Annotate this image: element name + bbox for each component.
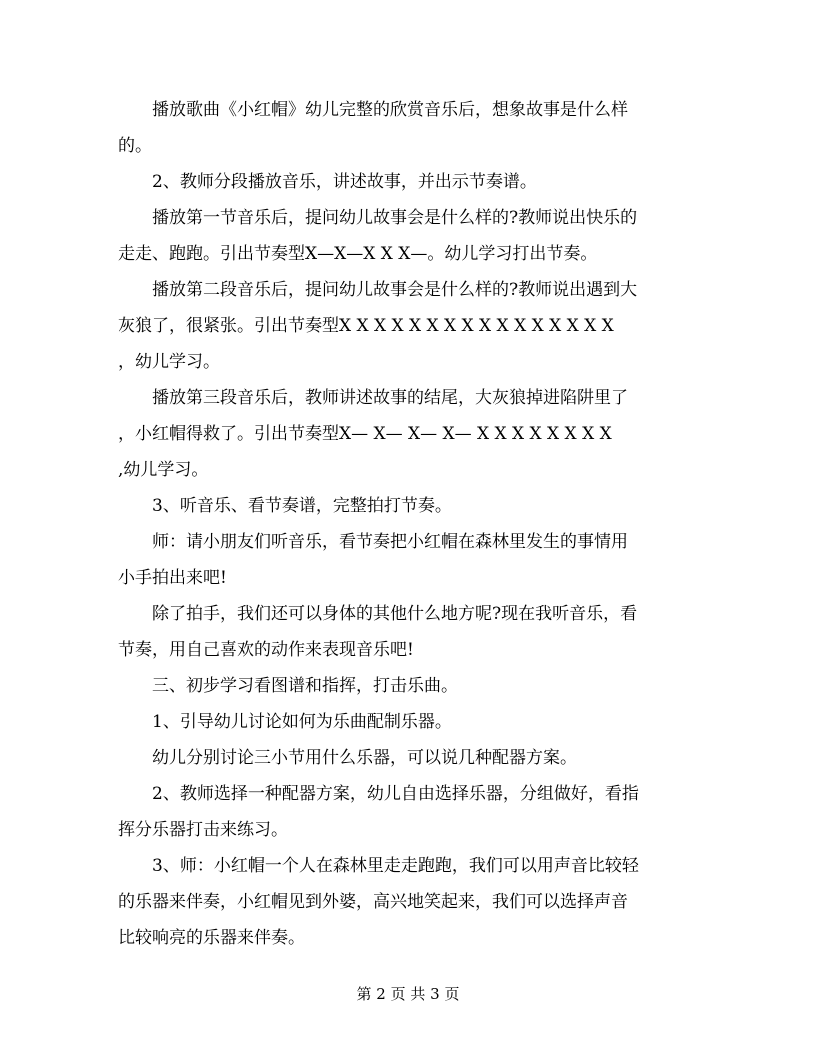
paragraph (118, 668, 698, 704)
paragraph-line: 2、教师选择一种配器方案，幼儿自由选择乐器，分组做好，看指 (118, 784, 639, 804)
paragraph-line: 灰狼了，很紧张。引出节奏型X X X X X X X X X X X X X X X X (118, 316, 614, 336)
paragraph (118, 488, 698, 524)
paragraph-line: 的乐器来伴奏，小红帽见到外婆，高兴地笑起来，我们可以选择声音 (118, 892, 628, 912)
paragraph (118, 740, 698, 776)
paragraph-line: 三、初步学习看图谱和指挥，打击乐曲。 (118, 676, 458, 696)
paragraph (118, 380, 698, 488)
paragraph-line: 3、师：小红帽一个人在森林里走走跑跑，我们可以用声音比较轻 (118, 856, 639, 876)
paragraph (118, 848, 698, 956)
paragraph-line: 小手拍出来吧! (118, 568, 227, 588)
paragraph-line: ,幼儿学习。 (118, 460, 209, 480)
paragraph-line: 1、引导幼儿讨论如何为乐曲配制乐器。 (118, 712, 452, 732)
paragraph (118, 164, 698, 200)
paragraph-line: 除了拍手，我们还可以身体的其他什么地方呢?现在我听音乐，看 (118, 604, 638, 624)
paragraph (118, 200, 698, 272)
paragraph-line: 3、听音乐、看节奏谱，完整拍打节奏。 (118, 496, 452, 516)
paragraph-line: 播放歌曲《小红帽》幼儿完整的欣赏音乐后，想象故事是什么样 (118, 100, 628, 120)
paragraph-line: 走走、跑跑。引出节奏型X—X—X X X—。幼儿学习打出节奏。 (118, 244, 598, 264)
paragraph (118, 776, 698, 848)
paragraph-line: 播放第三段音乐后，教师讲述故事的结尾，大灰狼掉进陷阱里了 (118, 388, 628, 408)
paragraph (118, 704, 698, 740)
paragraph-line: 挥分乐器打击来练习。 (118, 820, 288, 840)
paragraph (118, 92, 698, 164)
paragraph (118, 596, 698, 668)
paragraph (118, 272, 698, 380)
paragraph-line: 播放第一节音乐后，提问幼儿故事会是什么样的?教师说出快乐的 (118, 208, 638, 228)
page-number-footer: 第 2 页 共 3 页 (356, 985, 460, 1003)
paragraph-line: 的。 (118, 136, 152, 156)
paragraph-line: 比较响亮的乐器来伴奏。 (118, 928, 305, 948)
paragraph-line: 节奏，用自己喜欢的动作来表现音乐吧! (118, 640, 414, 660)
paragraph-line: 师：请小朋友们听音乐，看节奏把小红帽在森林里发生的事情用 (118, 532, 628, 552)
paragraph-line: 播放第二段音乐后，提问幼儿故事会是什么样的?教师说出遇到大 (118, 280, 638, 300)
paragraph-line: ，幼儿学习。 (118, 352, 220, 372)
paragraph (118, 524, 698, 596)
paragraph-line: ，小红帽得救了。引出节奏型X— X— X— X— X X X X X X X X (118, 424, 612, 444)
paragraph-line: 幼儿分别讨论三小节用什么乐器，可以说几种配器方案。 (118, 748, 577, 768)
paragraph-line: 2、教师分段播放音乐，讲述故事，并出示节奏谱。 (118, 172, 537, 192)
